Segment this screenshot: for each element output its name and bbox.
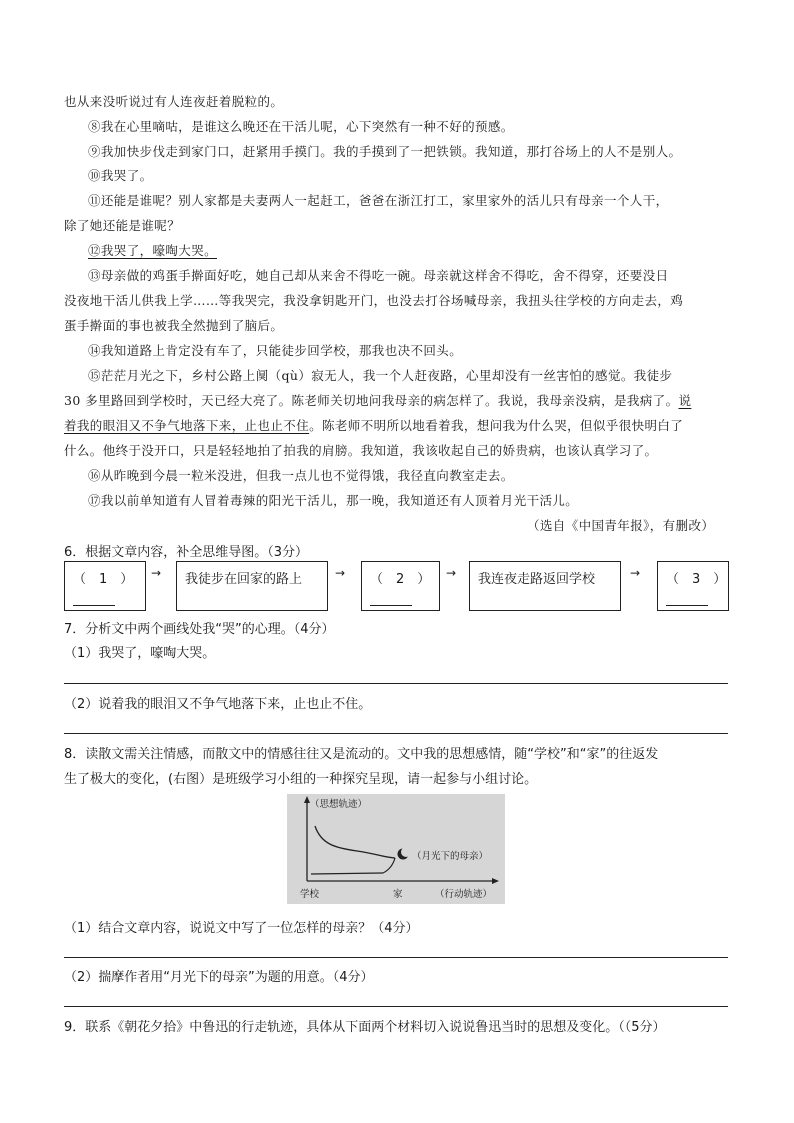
question-8-sub1: （1）结合文章内容，说说文中写了一位怎样的母亲？（4分）: [64, 921, 419, 936]
question-6-stem: 6．根据文章内容，补全思维导图。（3分）: [64, 545, 309, 560]
paragraph-13-cont: 蛋手擀面的事也被我全然抛到了脑后。: [64, 318, 284, 333]
answer-line[interactable]: [64, 733, 728, 734]
question-7-sub2: （2）说着我的眼泪又不争气地落下来，止也止不住。: [64, 697, 372, 712]
box-label: 我连夜走路返回学校: [478, 572, 596, 587]
paragraph-11: ⑪还能是谁呢？别人家都是夫妻两人一起赶工，爸爸在浙江打工，家里家外的活儿只有母亲一个人干，: [88, 193, 669, 208]
question-7-stem: 7．分析文中两个画线处我“哭”的心理。（4分）: [64, 622, 335, 637]
mindmap-box-3: [361, 561, 440, 611]
x-label-home: 家: [393, 889, 403, 900]
paragraph-10: ⑩我哭了。: [88, 168, 153, 183]
mindmap-box-2: [176, 561, 328, 611]
passage-line: 也从来没听说过有人连夜赶着脱粒的。: [64, 94, 284, 109]
paragraph-16: ⑯从昨晚到今晨一粒米没进，但我一点儿也不觉得饿，我径直向教室走去。: [88, 468, 514, 483]
answer-blank[interactable]: [666, 605, 708, 606]
mindmap-box-1: [64, 561, 146, 611]
question-8-stem: 8．读散文需关注情感，而散文中的情感往往又是流动的。文中我的思想感情，随“学校”和“家”的往返发: [64, 747, 659, 762]
return-path-line: [311, 873, 383, 874]
answer-line[interactable]: [64, 957, 728, 958]
mindmap-box-5: [657, 561, 729, 611]
answer-blank[interactable]: [370, 605, 412, 606]
question-7-sub1: （1）我哭了，嚎啕大哭。: [64, 646, 216, 661]
arrow-icon: →: [151, 566, 162, 580]
answer-line[interactable]: [64, 1006, 728, 1007]
paragraph-13: ⑬母亲做的鸡蛋手擀面好吃，她自己却从来舍不得吃一碗。母亲就这样舍不得吃，舍不得穿，还要没日: [88, 268, 669, 283]
x-axis-arrowhead: [492, 878, 499, 884]
paragraph-15-cont: 什么。他终于没开口，只是轻轻地拍了拍我的肩膀。我知道，我该收起自己的娇贵病，也该认真学习了。: [64, 443, 658, 458]
y-axis-label: （思想轨迹）: [310, 799, 368, 810]
question-9-stem: 9．联系《朝花夕拾》中鲁迅的行走轨迹，具体从下面两个材料切入说说鲁迅当时的思想及变化。（（5分）: [64, 1020, 666, 1035]
paragraph-15-text: 。陈老师不明所以地看着我，想问我为什么哭，但似乎很快明白了: [309, 418, 684, 433]
box-label: （ 1 ）: [73, 572, 134, 587]
return-path-curve: [383, 858, 395, 873]
paragraph-15-cont: [64, 416, 683, 434]
source-citation: （选自《中国青年报》，有删改）: [527, 518, 715, 533]
paragraph-15-text: 30 多里路回到学校时，天已经大亮了。陈老师关切地问我母亲的病怎样了。我说，我母亲没病，是我病了。: [64, 393, 679, 408]
moon-annotation: （月光下的母亲）: [412, 851, 489, 862]
box-label: 我徒步在回家的路上: [185, 572, 303, 587]
paragraph-9: ⑨我加快步伐走到家门口，赶紧用手摸门。我的手摸到了一把铁锁。我知道，那打谷场上的人不是别人。: [88, 144, 682, 159]
paragraph-15-cont: [64, 391, 691, 409]
question-8-sub2: （2）揣摩作者用“月光下的母亲”为题的用意。（4分）: [64, 970, 374, 985]
underlined-sentence-start: 说: [678, 393, 692, 408]
departure-curve: [315, 826, 395, 858]
answer-line[interactable]: [64, 683, 728, 684]
box-label: （ 2 ）: [370, 572, 431, 587]
x-label-school: 学校: [300, 889, 320, 900]
paragraph-11-cont: 除了她还能是谁呢？: [64, 218, 181, 233]
paragraph-14: ⑭我知道路上肯定没有车了，只能徒步回学校，那我也决不回头。: [88, 343, 463, 358]
mindmap-box-4: [469, 561, 621, 611]
answer-blank[interactable]: [73, 605, 115, 606]
paragraph-12-underlined: ⑫我哭了，嚎啕大哭。: [88, 243, 218, 258]
arrow-icon: →: [335, 566, 346, 580]
paragraph-13-cont: 没夜地干活儿供我上学……等我哭完，我没拿钥匙开门，也没去打谷场喊母亲，我扭头往学校的方向走去，鸡: [64, 293, 684, 308]
underlined-sentence: 着我的眼泪又不争气地落下来，止也止不住: [64, 418, 310, 433]
arrow-icon: →: [446, 566, 457, 580]
arrow-icon: →: [630, 566, 641, 580]
x-axis-label: （行动轨迹）: [435, 889, 493, 900]
paragraph-15: ⑮茫茫月光之下，乡村公路上阒（qù）寂无人，我一个人赶夜路，心里却没有一丝害怕的感觉。我徒步: [88, 368, 673, 383]
thought-trajectory-figure: [287, 794, 505, 904]
box-label: （ 3 ）: [666, 572, 727, 587]
paragraph-8: ⑧我在心里嘀咕，是谁这么晚还在干活儿呢，心下突然有一种不好的预感。: [88, 119, 514, 134]
trajectory-chart-svg: [287, 794, 505, 904]
question-8-stem-cont: 生了极大的变化，(右图）是班级学习小组的一种探究呈现，请一起参与小组讨论。: [64, 772, 538, 787]
paragraph-17: ⑰我以前单知道有人冒着毒辣的阳光干活儿，那一晚，我知道还有人顶着月光干活儿。: [88, 493, 579, 508]
crescent-moon-icon: [398, 847, 412, 860]
